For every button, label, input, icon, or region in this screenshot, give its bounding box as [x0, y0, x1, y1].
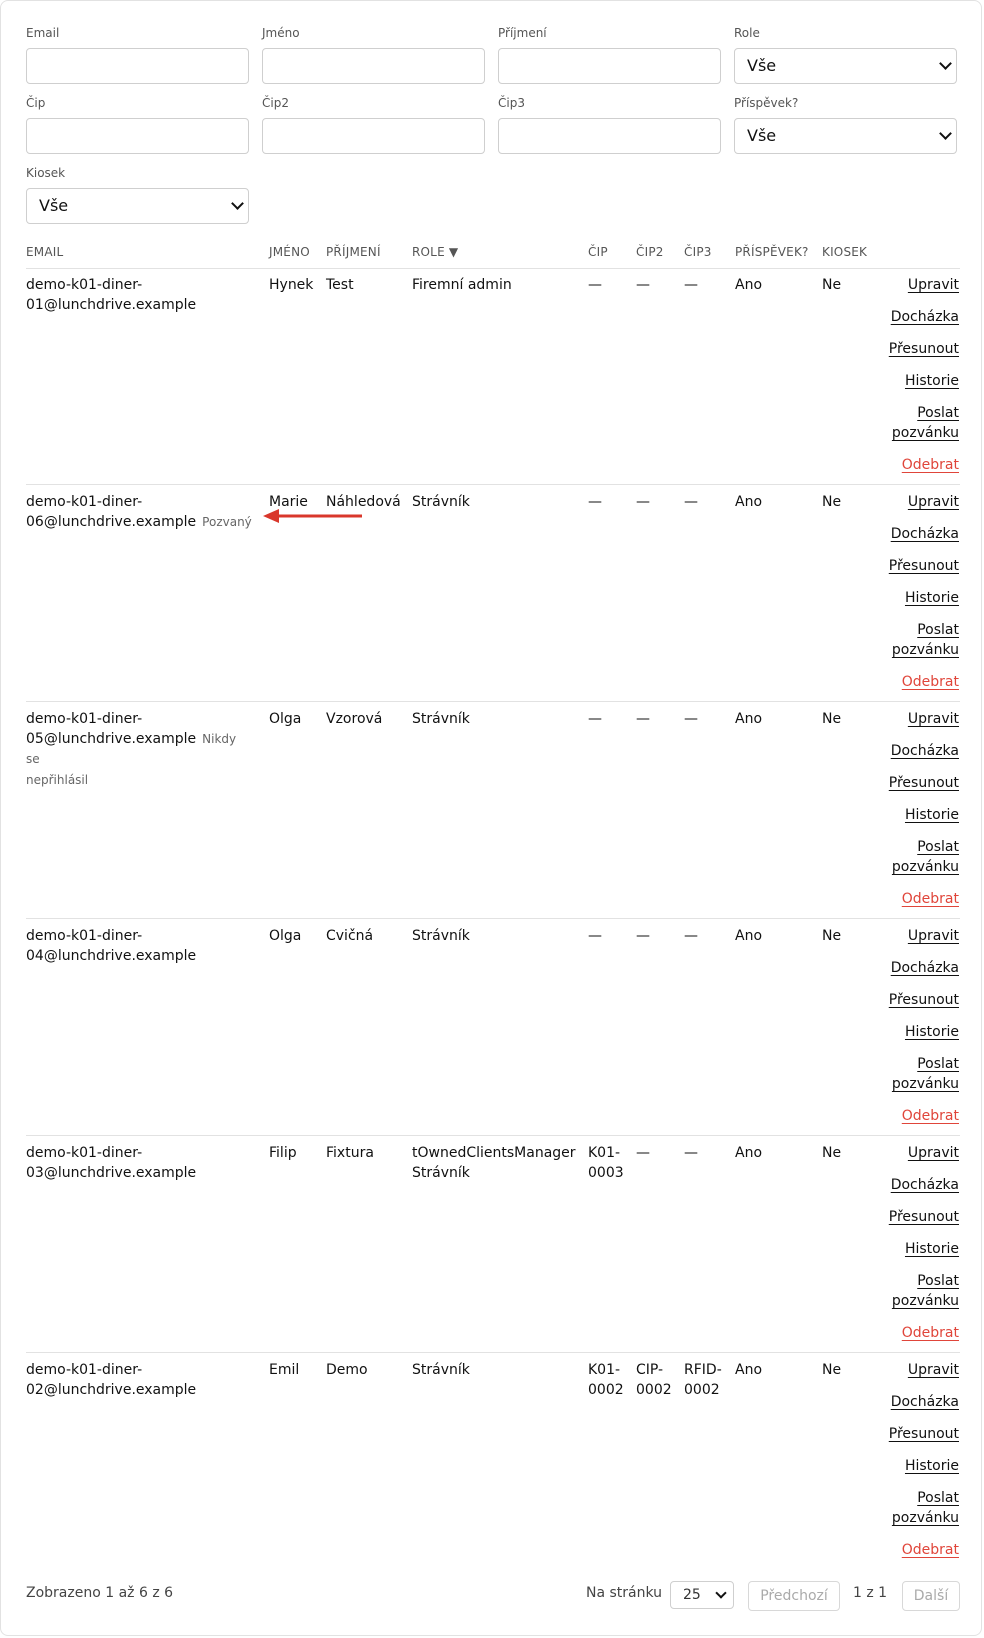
last-name-filter-label: Příjmení — [498, 26, 547, 40]
send-invitation-text: pozvánku — [891, 1510, 959, 1526]
table-row — [1, 275, 983, 492]
edit-link[interactable]: Upravit — [907, 928, 959, 944]
role-cell — [412, 709, 470, 729]
history-link[interactable]: Historie — [904, 590, 959, 606]
chevron-down-icon — [715, 1587, 726, 1598]
remove-link[interactable]: Odebrat — [901, 457, 959, 473]
email-cell — [26, 492, 252, 532]
send-invitation-text: pozvánku — [891, 1076, 959, 1092]
row-divider — [26, 1352, 960, 1353]
move-link[interactable]: Přesunout — [888, 1426, 959, 1442]
chip3-text: — — [684, 277, 698, 293]
kiosk-cell: Ne — [822, 928, 842, 944]
row-actions — [839, 926, 959, 1138]
history-link[interactable]: Historie — [904, 1024, 959, 1040]
send-invitation-text: Poslat — [917, 622, 959, 638]
first-name-filter-input[interactable] — [262, 48, 485, 84]
kiosk-cell: Ne — [822, 494, 842, 510]
kiosk-cell: Ne — [822, 711, 842, 727]
email-text: demo-k01-diner- — [26, 928, 143, 944]
role-filter-label: Role — [734, 26, 760, 40]
attendance-link[interactable]: Docházka — [890, 960, 959, 976]
role-cell — [412, 1360, 470, 1380]
send-invitation-text: Poslat — [917, 1490, 959, 1506]
role-text: Firemní admin — [412, 277, 512, 293]
contribution-cell: Ano — [735, 1362, 763, 1378]
email-cell — [26, 926, 246, 966]
role-cell — [412, 275, 512, 295]
email-text: 02@lunchdrive.example — [26, 1382, 197, 1398]
remove-link[interactable]: Odebrat — [901, 1325, 959, 1341]
chip2-cell — [636, 926, 650, 946]
role-filter-select[interactable] — [734, 48, 957, 84]
first-name-cell: Marie — [269, 494, 308, 510]
kiosk-filter-select[interactable] — [26, 188, 249, 224]
history-link[interactable]: Historie — [904, 373, 959, 389]
chip2-text: CIP- — [636, 1362, 664, 1378]
chip2-text: 0002 — [636, 1382, 672, 1398]
row-divider — [26, 1135, 960, 1136]
chip3-text: — — [684, 494, 698, 510]
table-row — [1, 492, 983, 709]
page-indicator: 1 z 1 — [853, 1585, 888, 1601]
chip-cell — [588, 709, 602, 729]
email-text: 06@lunchdrive.example — [26, 514, 197, 530]
chip2-text: — — [636, 494, 650, 510]
chevron-down-icon — [231, 197, 244, 210]
chip-cell — [588, 1143, 624, 1183]
edit-link[interactable]: Upravit — [907, 1145, 959, 1161]
chip-text: 0003 — [588, 1165, 624, 1181]
send-invitation-text: Poslat — [917, 405, 959, 421]
chip-filter-label: Čip — [26, 96, 46, 110]
email-text: 05@lunchdrive.example — [26, 731, 197, 747]
send-invitation-link[interactable] — [839, 837, 959, 877]
email-cell — [26, 275, 246, 315]
chip-text: — — [588, 494, 602, 510]
chip-cell — [588, 926, 602, 946]
column-header-chip[interactable]: ČIP — [588, 245, 608, 259]
chip3-cell — [684, 1360, 722, 1400]
status-badge: Nikdy se — [26, 732, 237, 766]
next-page-button[interactable]: Další — [902, 1581, 960, 1611]
send-invitation-link[interactable] — [839, 1271, 959, 1311]
column-header-chip2[interactable]: ČIP2 — [636, 245, 664, 259]
edit-link[interactable]: Upravit — [907, 494, 959, 510]
last-name-cell: Fixtura — [326, 1145, 374, 1161]
status-badge: Pozvaný — [202, 515, 252, 529]
email-text: 04@lunchdrive.example — [26, 948, 197, 964]
attendance-link[interactable]: Docházka — [890, 743, 959, 759]
header-divider — [26, 268, 960, 269]
last-name-cell: Test — [326, 277, 354, 293]
column-header-role-label: ROLE — [412, 245, 445, 259]
chip2-text: — — [636, 928, 650, 944]
table-row — [1, 1360, 983, 1577]
first-name-cell: Olga — [269, 928, 302, 944]
email-text — [26, 946, 246, 966]
move-link[interactable]: Přesunout — [888, 775, 959, 791]
send-invitation-link[interactable] — [839, 403, 959, 443]
role-text: Strávník — [412, 928, 470, 944]
email-cell — [26, 709, 246, 790]
email-text: 03@lunchdrive.example — [26, 1165, 197, 1181]
last-name-cell: Cvičná — [326, 928, 374, 944]
chevron-down-icon — [939, 127, 952, 140]
first-name-cell: Hynek — [269, 277, 314, 293]
table-row — [1, 709, 983, 926]
email-text: 01@lunchdrive.example — [26, 297, 197, 313]
annotation-arrow-icon — [263, 506, 363, 526]
row-actions — [839, 1360, 959, 1572]
send-invitation-text: Poslat — [917, 1273, 959, 1289]
email-filter-input[interactable] — [26, 48, 249, 84]
contribution-filter-value: Vše — [747, 126, 777, 145]
chip3-cell — [684, 492, 698, 512]
contribution-cell: Ano — [735, 494, 763, 510]
first-name-cell: Filip — [269, 1145, 297, 1161]
pagination-summary: Zobrazeno 1 až 6 z 6 — [26, 1585, 174, 1601]
attendance-link[interactable]: Docházka — [890, 1394, 959, 1410]
remove-link[interactable]: Odebrat — [901, 1542, 959, 1558]
chip-text: K01- — [588, 1362, 621, 1378]
chip2-text: — — [636, 1145, 650, 1161]
history-link[interactable]: Historie — [904, 1458, 959, 1474]
email-text — [26, 1380, 246, 1400]
edit-link[interactable]: Upravit — [907, 711, 959, 727]
chip2-filter-label: Čip2 — [262, 96, 289, 110]
chip2-filter-input[interactable] — [262, 118, 485, 154]
chip3-cell — [684, 926, 698, 946]
chip2-cell — [636, 492, 650, 512]
send-invitation-text: pozvánku — [891, 425, 959, 441]
row-divider — [26, 484, 960, 485]
chip-text: — — [588, 711, 602, 727]
send-invitation-text: pozvánku — [891, 859, 959, 875]
chip2-cell — [636, 709, 650, 729]
column-header-contribution[interactable]: PŘÍSPĚVEK? — [735, 245, 809, 259]
chip2-cell — [636, 275, 650, 295]
contribution-filter-label: Příspěvek? — [734, 96, 799, 110]
send-invitation-text: Poslat — [917, 839, 959, 855]
email-text — [26, 295, 246, 315]
kiosk-filter-value: Vše — [39, 196, 69, 215]
chip3-filter-input[interactable] — [498, 118, 721, 154]
chip-cell — [588, 275, 602, 295]
first-name-cell: Emil — [269, 1362, 300, 1378]
edit-link[interactable]: Upravit — [907, 277, 959, 293]
chip-text: 0002 — [588, 1382, 624, 1398]
role-filter-value: Vše — [747, 56, 777, 75]
email-text — [26, 1163, 246, 1183]
row-actions — [839, 492, 959, 704]
chevron-down-icon — [939, 57, 952, 70]
contribution-cell: Ano — [735, 928, 763, 944]
kiosk-cell: Ne — [822, 1362, 842, 1378]
chip3-cell — [684, 275, 698, 295]
send-invitation-text: pozvánku — [891, 642, 959, 658]
contribution-cell: Ano — [735, 711, 763, 727]
chip-text: K01- — [588, 1145, 621, 1161]
send-invitation-link[interactable] — [839, 1054, 959, 1094]
send-invitation-link[interactable] — [839, 1488, 959, 1528]
email-text: demo-k01-diner- — [26, 277, 143, 293]
contribution-cell: Ano — [735, 1145, 763, 1161]
email-text: demo-k01-diner- — [26, 1145, 143, 1161]
chip-cell — [588, 492, 602, 512]
chip2-text: — — [636, 711, 650, 727]
per-page-label: Na stránku — [586, 1585, 663, 1601]
chip-filter-input[interactable] — [26, 118, 249, 154]
kiosk-filter-label: Kiosek — [26, 166, 66, 180]
move-link[interactable]: Přesunout — [888, 341, 959, 357]
chip-cell — [588, 1360, 624, 1400]
email-text: demo-k01-diner- — [26, 494, 143, 510]
column-header-last-name[interactable]: PŘÍJMENÍ — [326, 245, 381, 259]
send-invitation-link[interactable] — [839, 620, 959, 660]
row-actions — [839, 709, 959, 921]
previous-page-button[interactable]: Předchozí — [748, 1581, 840, 1611]
table-row — [1, 1143, 983, 1360]
chip2-text: — — [636, 277, 650, 293]
role-text: Strávník — [412, 711, 470, 727]
chip2-cell — [636, 1143, 650, 1163]
role-text: tOwnedClientsManager — [412, 1145, 576, 1161]
column-header-role[interactable] — [412, 245, 458, 259]
history-link[interactable]: Historie — [904, 807, 959, 823]
chip3-text: RFID- — [684, 1362, 722, 1378]
move-link[interactable]: Přesunout — [888, 1209, 959, 1225]
history-link[interactable]: Historie — [904, 1241, 959, 1257]
last-name-cell: Vzorová — [326, 711, 383, 727]
last-name-cell: Demo — [326, 1362, 368, 1378]
first-name-filter-label: Jméno — [262, 26, 300, 40]
send-invitation-text: Poslat — [917, 1056, 959, 1072]
email-cell — [26, 1360, 246, 1400]
role-cell — [412, 492, 470, 512]
role-cell — [412, 926, 470, 946]
move-link[interactable]: Přesunout — [888, 558, 959, 574]
kiosk-cell: Ne — [822, 277, 842, 293]
per-page-value: 25 — [683, 1587, 701, 1603]
row-actions — [839, 1143, 959, 1355]
chip3-text: — — [684, 928, 698, 944]
role-text: Strávník — [412, 1165, 470, 1181]
last-name-filter-input[interactable] — [498, 48, 721, 84]
role-text: Strávník — [412, 1362, 470, 1378]
move-link[interactable]: Přesunout — [888, 992, 959, 1008]
last-name-cell: Náhledová — [326, 494, 401, 510]
chip3-text: 0002 — [684, 1382, 720, 1398]
kiosk-cell: Ne — [822, 1145, 842, 1161]
attendance-link[interactable]: Docházka — [890, 309, 959, 325]
column-header-email[interactable]: EMAIL — [26, 245, 64, 259]
chip3-text: — — [684, 1145, 698, 1161]
send-invitation-text: pozvánku — [891, 1293, 959, 1309]
email-text: demo-k01-diner- — [26, 1362, 143, 1378]
remove-link[interactable]: Odebrat — [901, 891, 959, 907]
chip3-cell — [684, 1143, 698, 1163]
column-header-first-name[interactable]: JMÉNO — [269, 245, 310, 259]
email-text — [26, 512, 252, 532]
attendance-link[interactable]: Docházka — [890, 526, 959, 542]
first-name-cell: Olga — [269, 711, 302, 727]
row-divider — [26, 918, 960, 919]
row-actions — [839, 275, 959, 487]
column-header-kiosk[interactable]: KIOSEK — [822, 245, 868, 259]
per-page-select[interactable] — [670, 1581, 734, 1609]
email-filter-label: Email — [26, 26, 60, 40]
table-row — [1, 926, 983, 1143]
edit-link[interactable]: Upravit — [907, 1362, 959, 1378]
chip-text: — — [588, 928, 602, 944]
chip3-filter-label: Čip3 — [498, 96, 525, 110]
email-text: demo-k01-diner- — [26, 711, 143, 727]
email-cell — [26, 1143, 246, 1183]
role-cell — [412, 1143, 576, 1183]
remove-link[interactable]: Odebrat — [901, 674, 959, 690]
row-divider — [26, 701, 960, 702]
role-text: Strávník — [412, 494, 470, 510]
chip2-cell — [636, 1360, 672, 1400]
contribution-cell: Ano — [735, 277, 763, 293]
attendance-link[interactable]: Docházka — [890, 1177, 959, 1193]
remove-link[interactable]: Odebrat — [901, 1108, 959, 1124]
column-header-chip3[interactable]: ČIP3 — [684, 245, 712, 259]
sort-descending-icon: ▼ — [448, 245, 459, 259]
chip-text: — — [588, 277, 602, 293]
status-badge: nepřihlásil — [26, 773, 89, 787]
email-text — [26, 729, 246, 769]
chip3-cell — [684, 709, 698, 729]
contribution-filter-select[interactable] — [734, 118, 957, 154]
chip3-text: — — [684, 711, 698, 727]
